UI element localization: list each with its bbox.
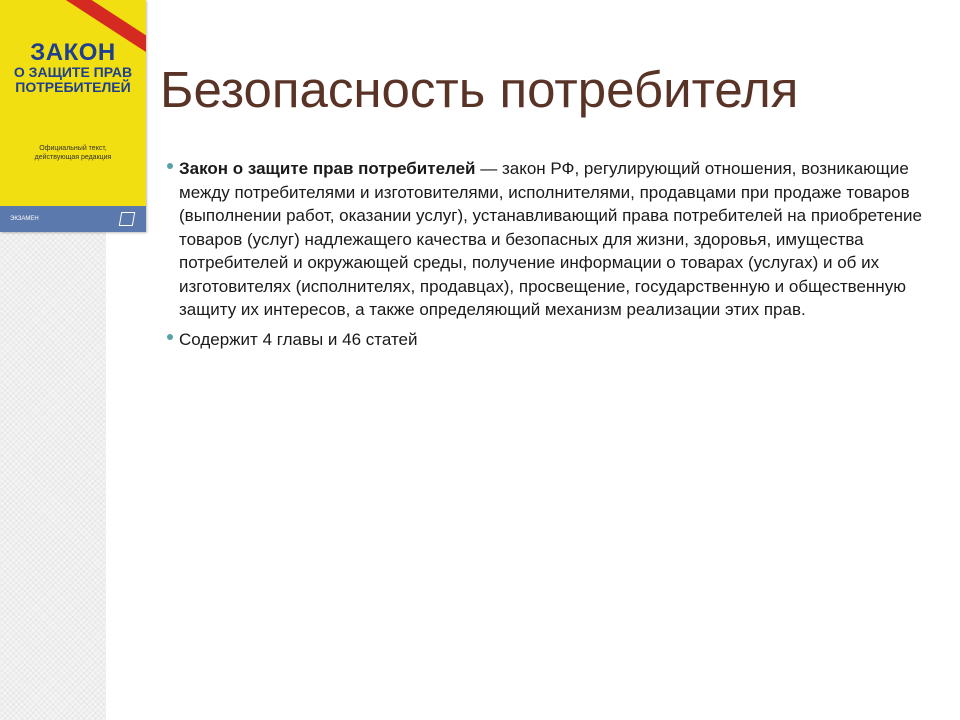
book-title-line: О ЗАЩИТЕ ПРАВ <box>13 64 133 81</box>
book-bottom-band <box>0 206 146 232</box>
book-subtitle-line: Официальный текст, <box>39 145 107 152</box>
bullet-item <box>165 328 935 352</box>
book-publisher: ЭКЗАМЕН <box>10 216 39 222</box>
book-logo-icon <box>119 212 135 226</box>
book-subtitle <box>0 145 146 163</box>
bullet-text: — закон РФ, регулирующий отношения, возникающие между потребителями и изготовителями, исполнителями, продавцами при продаже товаров (выполнении работ, оказании услуг), устанавливающий права потребителей на приобретение товаров (услуг) надлежащего качества и безопасных для жизни, здоровья, имущества потребителей и окружающей среды, получение информации о товарах (услугах) и об их изготовителях (исполнителях, продавцах), просвещение, государственную и общественную защиту их интересов, а также определяющий механизм реализации этих прав. <box>179 159 922 319</box>
bullet-list <box>165 157 935 357</box>
book-title-line: ПОТРЕБИТЕЛЕЙ <box>15 78 131 95</box>
page-title: Безопасность потребителя <box>160 61 799 118</box>
bullet-term: Закон о защите прав потребителей <box>179 159 476 178</box>
book-title <box>0 40 146 95</box>
book-title-line: ЗАКОН <box>30 39 116 66</box>
bullet-text: Содержит 4 главы и 46 статей <box>179 329 418 349</box>
book-subtitle-line: действующая редакция <box>34 153 112 161</box>
book-cover-image <box>0 0 146 232</box>
bullet-item <box>165 157 935 322</box>
